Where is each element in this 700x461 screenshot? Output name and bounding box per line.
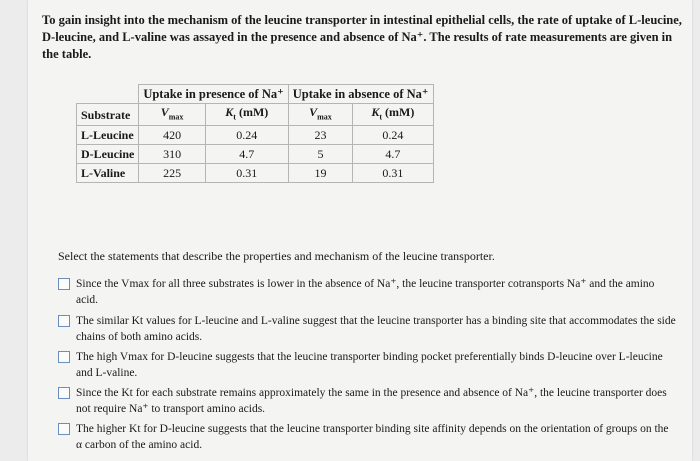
table-row: L-Leucine 420 0.24 23 0.24 [77, 126, 434, 145]
col-kt-no-na: $K_t$ (mM) [353, 104, 433, 126]
option-5-label: The higher Kt for D-leucine suggests that the leucine transporter binding site affinity depends on the orientation of groups on the α carbon of the amino acid. [76, 423, 669, 451]
uptake-table [76, 84, 434, 183]
option-3-label: The high Vmax for D-leucine suggests that the leucine transporter binding pocket preferentially binds D-leucine over L-leucine and L-valine. [76, 351, 663, 379]
checkbox-option-3[interactable] [58, 351, 70, 363]
question-card [28, 0, 692, 461]
checkbox-option-4[interactable] [58, 387, 70, 399]
checkbox-option-2[interactable] [58, 315, 70, 327]
instruction-text: Select the statements that describe the properties and mechanism of the leucine transporter. [58, 249, 495, 263]
question-text: To gain insight into the mechanism of the leucine transporter in intestinal epithelial cells, the rate of uptake of L-leucine, D-leucine, and L-valine was assayed in the presence and absence of Na⁺. The results of rate measurements are given in the table. [42, 13, 682, 61]
col-vmax-no-na: $V_{max}$ [288, 104, 352, 126]
header-without-na: Uptake in absence of Na⁺ [288, 85, 433, 104]
table-row: D-Leucine 310 4.7 5 4.7 [77, 145, 434, 164]
option-4-label: Since the Kt for each substrate remains approximately the same in the presence and absence of Na⁺, the leucine transporter does not require Na⁺ to transport amino acids. [76, 387, 667, 415]
checkbox-option-1[interactable] [58, 278, 70, 290]
table-row: L-Valine 225 0.31 19 0.31 [77, 164, 434, 183]
checkbox-option-5[interactable] [58, 423, 70, 435]
option-1-label: Since the Vmax for all three substrates is lower in the absence of Na⁺, the leucine transporter cotransports Na⁺ and the amino acid. [76, 278, 655, 306]
col-vmax-na: $V_{max}$ [139, 104, 206, 126]
option-2-label: The similar Kt values for L-leucine and L-valine suggest that the leucine transporter has a binding site that accommodates the side chains of both amino acids. [76, 315, 676, 343]
header-with-na: Uptake in presence of Na⁺ [139, 85, 288, 104]
col-kt-na: $K_t$ (mM) [205, 104, 288, 126]
col-substrate: Substrate [77, 104, 139, 126]
